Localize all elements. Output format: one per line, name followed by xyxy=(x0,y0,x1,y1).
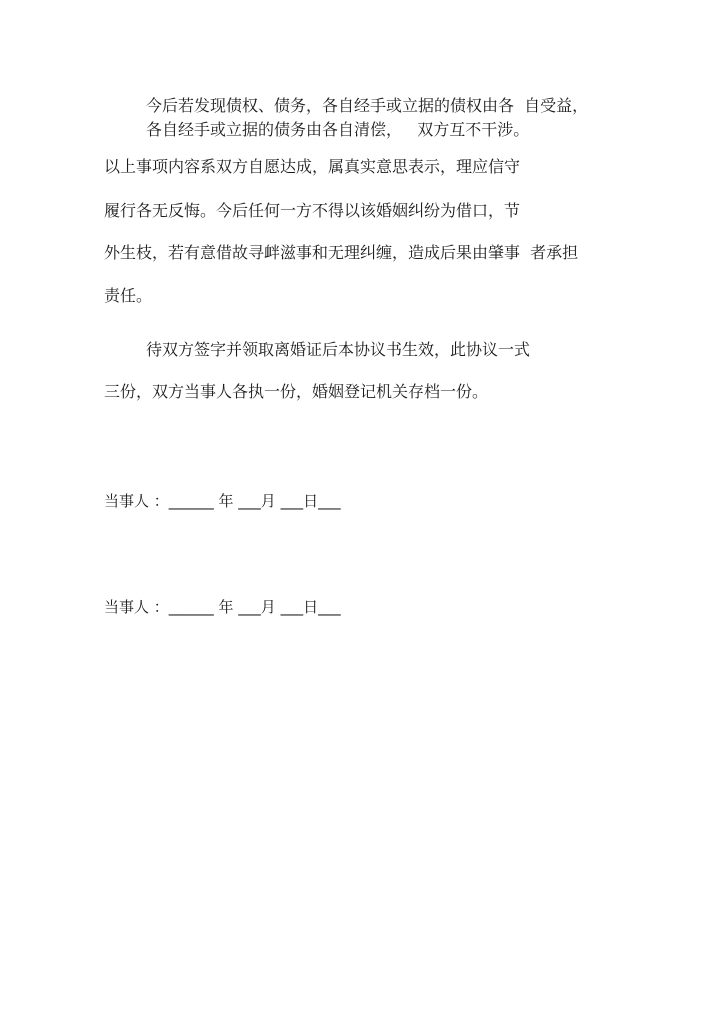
signature-line-party-1: 当事人 ：______ 年 ___月 ___日___ xyxy=(104,492,341,510)
text-line: 以上事项内容系双方自愿达成，属真实意思表示，理应信守 xyxy=(104,157,521,176)
text-line: 外生枝，若有意借故寻衅滋事和无理纠缠，造成后果由肇事 者承担 xyxy=(104,243,579,262)
text-line: 责任。 xyxy=(104,286,153,305)
text-line: 履行各无反悔。今后任何一方不得以该婚姻纠纷为借口，节 xyxy=(104,201,521,220)
text-line: 待双方签字并领取离婚证后本协议书生效，此协议一式 xyxy=(146,340,531,359)
text-line: 三份，双方当事人各执一份，婚姻登记机关存档一份。 xyxy=(104,382,489,401)
text-line: 今后若发现债权、债务，各自经手或立据的债权由各 自受益， xyxy=(146,96,589,115)
text-line: 各自经手或立据的债务由各自清偿， 双方互不干涉。 xyxy=(146,120,530,139)
signature-line-party-2: 当事人 ：______ 年 ___月 ___日___ xyxy=(104,598,341,616)
